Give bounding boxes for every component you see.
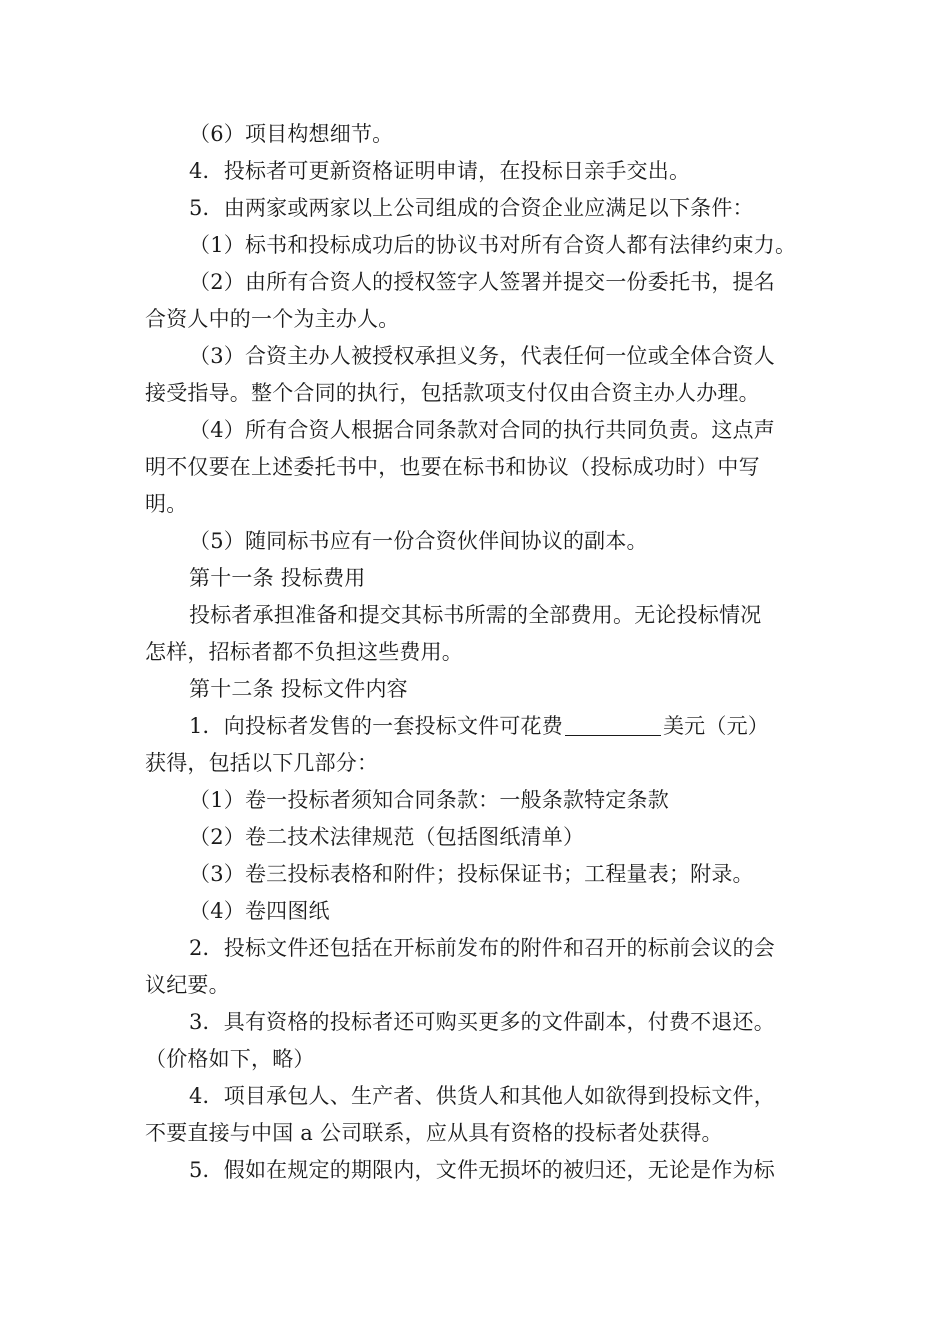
paragraph-line: （2）由所有合资人的授权签字人签署并提交一份委托书，提名 xyxy=(189,270,775,294)
paragraph-line: （1）标书和投标成功后的协议书对所有合资人都有法律约束力。 xyxy=(189,233,797,257)
paragraph-text: 1．向投标者发售的一套投标文件可花费 xyxy=(189,714,563,738)
paragraph-line xyxy=(145,708,810,745)
paragraph-line: 议纪要。 xyxy=(145,973,230,997)
paragraph-line: 不要直接与中国 a 公司联系，应从具有资格的投标者处获得。 xyxy=(145,1121,723,1145)
paragraph-line: 明。 xyxy=(145,492,188,516)
paragraph-line: （5）随同标书应有一份合资伙伴间协议的副本。 xyxy=(189,529,648,553)
paragraph-line: 怎样，招标者都不负担这些费用。 xyxy=(145,640,463,664)
paragraph-line: （4）卷四图纸 xyxy=(189,899,330,923)
paragraph-line: 4．项目承包人、生产者、供货人和其他人如欲得到投标文件， xyxy=(189,1084,775,1108)
paragraph-line: 接受指导。整个合同的执行，包括款项支付仅由合资主办人办理。 xyxy=(145,381,760,405)
paragraph-line: 5．假如在规定的期限内，文件无损坏的被归还，无论是作为标 xyxy=(189,1158,775,1182)
paragraph-line: 4．投标者可更新资格证明申请，在投标日亲手交出。 xyxy=(189,159,691,183)
section-heading: 第十一条 投标费用 xyxy=(189,566,366,590)
paragraph-line: （2）卷二技术法律规范（包括图纸清单） xyxy=(189,825,585,849)
paragraph-line: 明不仅要在上述委托书中，也要在标书和协议（投标成功时）中写 xyxy=(145,455,760,479)
paragraph-line: 5．由两家或两家以上公司组成的合资企业应满足以下条件： xyxy=(189,196,754,220)
fill-in-blank xyxy=(565,713,661,736)
paragraph-line: （6）项目构想细节。 xyxy=(189,122,394,146)
paragraph-line: 投标者承担准备和提交其标书所需的全部费用。无论投标情况 xyxy=(189,603,762,627)
paragraph-line: 获得，包括以下几部分： xyxy=(145,751,379,775)
paragraph-line: （3）卷三投标表格和附件；投标保证书；工程量表；附录。 xyxy=(189,862,754,886)
paragraph-text: 美元（元） xyxy=(662,714,769,738)
paragraph-line: 2．投标文件还包括在开标前发布的附件和召开的标前会议的会 xyxy=(189,936,775,960)
section-heading: 第十二条 投标文件内容 xyxy=(189,677,408,701)
paragraph-line: 3．具有资格的投标者还可购买更多的文件副本，付费不退还。 xyxy=(189,1010,775,1034)
paragraph-line: （1）卷一投标者须知合同条款：一般条款特定条款 xyxy=(189,788,669,812)
paragraph-line: （3）合资主办人被授权承担义务，代表任何一位或全体合资人 xyxy=(189,344,775,368)
document-body xyxy=(145,116,810,1189)
paragraph-line: （4）所有合资人根据合同条款对合同的执行共同负责。这点声 xyxy=(189,418,775,442)
paragraph-line: （价格如下，略） xyxy=(145,1047,315,1071)
paragraph-line: 合资人中的一个为主办人。 xyxy=(145,307,400,331)
